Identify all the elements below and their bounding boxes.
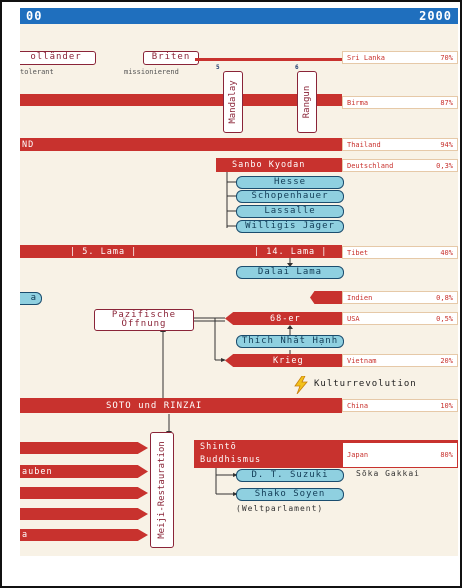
marker-6: 6: [295, 64, 299, 71]
year-label-left: 00: [26, 9, 43, 23]
country-birma: Birma 87%: [342, 96, 458, 109]
country-usa: USA 0,5%: [342, 312, 458, 325]
thailand-bar-label: ND: [22, 140, 35, 150]
usa-68er: 68-er: [270, 314, 301, 324]
kulturrevolution-label: Kulturrevolution: [314, 379, 417, 389]
meiji-restauration-box: Meiji-Restauration: [150, 432, 174, 548]
country-vietnam: Vietnam 20%: [342, 354, 458, 367]
country-indien: Indien 0,8%: [342, 291, 458, 304]
missionierend-label: missionierend: [124, 68, 179, 76]
person-shako-soyen: Shako Soyen: [236, 488, 344, 501]
country-japan: Japan 80%: [342, 442, 458, 468]
person-willigis: Willigis Jäger: [236, 220, 344, 233]
vietnam-krieg: Krieg: [273, 356, 304, 366]
weltparlament-label: (Weltparlament): [236, 504, 324, 513]
country-tibet: Tibet 40%: [342, 246, 458, 259]
left-arrow-bar-1: [20, 442, 148, 454]
left-glauben-label: auben: [22, 467, 53, 477]
country-sri-lanka: Sri Lanka 70%: [342, 51, 458, 64]
mandalay-box: Mandalay: [223, 71, 243, 133]
left-arrow-bar-4: [20, 508, 148, 520]
china-soto-rinzai: SOTO und RINZAI: [106, 401, 203, 411]
person-dalai-lama: Dalai Lama: [236, 266, 344, 279]
year-label-right: 2000: [419, 9, 452, 23]
left-arrow-bar-3: [20, 487, 148, 499]
country-china: China 10%: [342, 399, 458, 412]
person-hesse: Hesse: [236, 176, 344, 189]
country-deutschland: Deutschland 0,3%: [342, 159, 458, 172]
indien-bar: [310, 291, 342, 304]
sanbo-label: Sanbo Kyodan: [232, 160, 306, 170]
person-schopenhauer: Schopenhauer: [236, 190, 344, 203]
tibet-14-lama: | 14. Lama |: [254, 247, 328, 257]
marker-5: 5: [216, 64, 220, 71]
indien-left-pill: a: [20, 292, 42, 305]
thailand-bar: [20, 138, 342, 151]
pazifische-oeffnung-box: Pazifische Öffnung: [94, 309, 194, 331]
person-thich-nhat-hanh: Thích Nhất Hạnh: [236, 335, 344, 348]
hollaender-box: olländer: [20, 51, 96, 65]
left-a-label: a: [22, 530, 29, 540]
history-timeline: [20, 8, 458, 556]
rangun-box: Rangun: [297, 71, 317, 133]
left-arrow-bar-5: [20, 529, 148, 541]
lightning-icon: [293, 376, 309, 394]
person-lassalle: Lassalle: [236, 205, 344, 218]
shinto-label: Shintō: [200, 442, 237, 452]
tolerant-label: tolerant: [20, 68, 54, 76]
birma-bar: [20, 94, 342, 106]
country-thailand: Thailand 94%: [342, 138, 458, 151]
sri-lanka-bar: [195, 58, 342, 61]
buddhismus-label: Buddhismus: [200, 455, 262, 465]
soka-gakkai-label: Sōka Gakkai: [356, 469, 420, 478]
briten-box: Briten: [143, 51, 199, 65]
tibet-5-lama: | 5. Lama |: [70, 247, 138, 257]
person-dt-suzuki: D. T. Suzuki: [236, 469, 344, 482]
